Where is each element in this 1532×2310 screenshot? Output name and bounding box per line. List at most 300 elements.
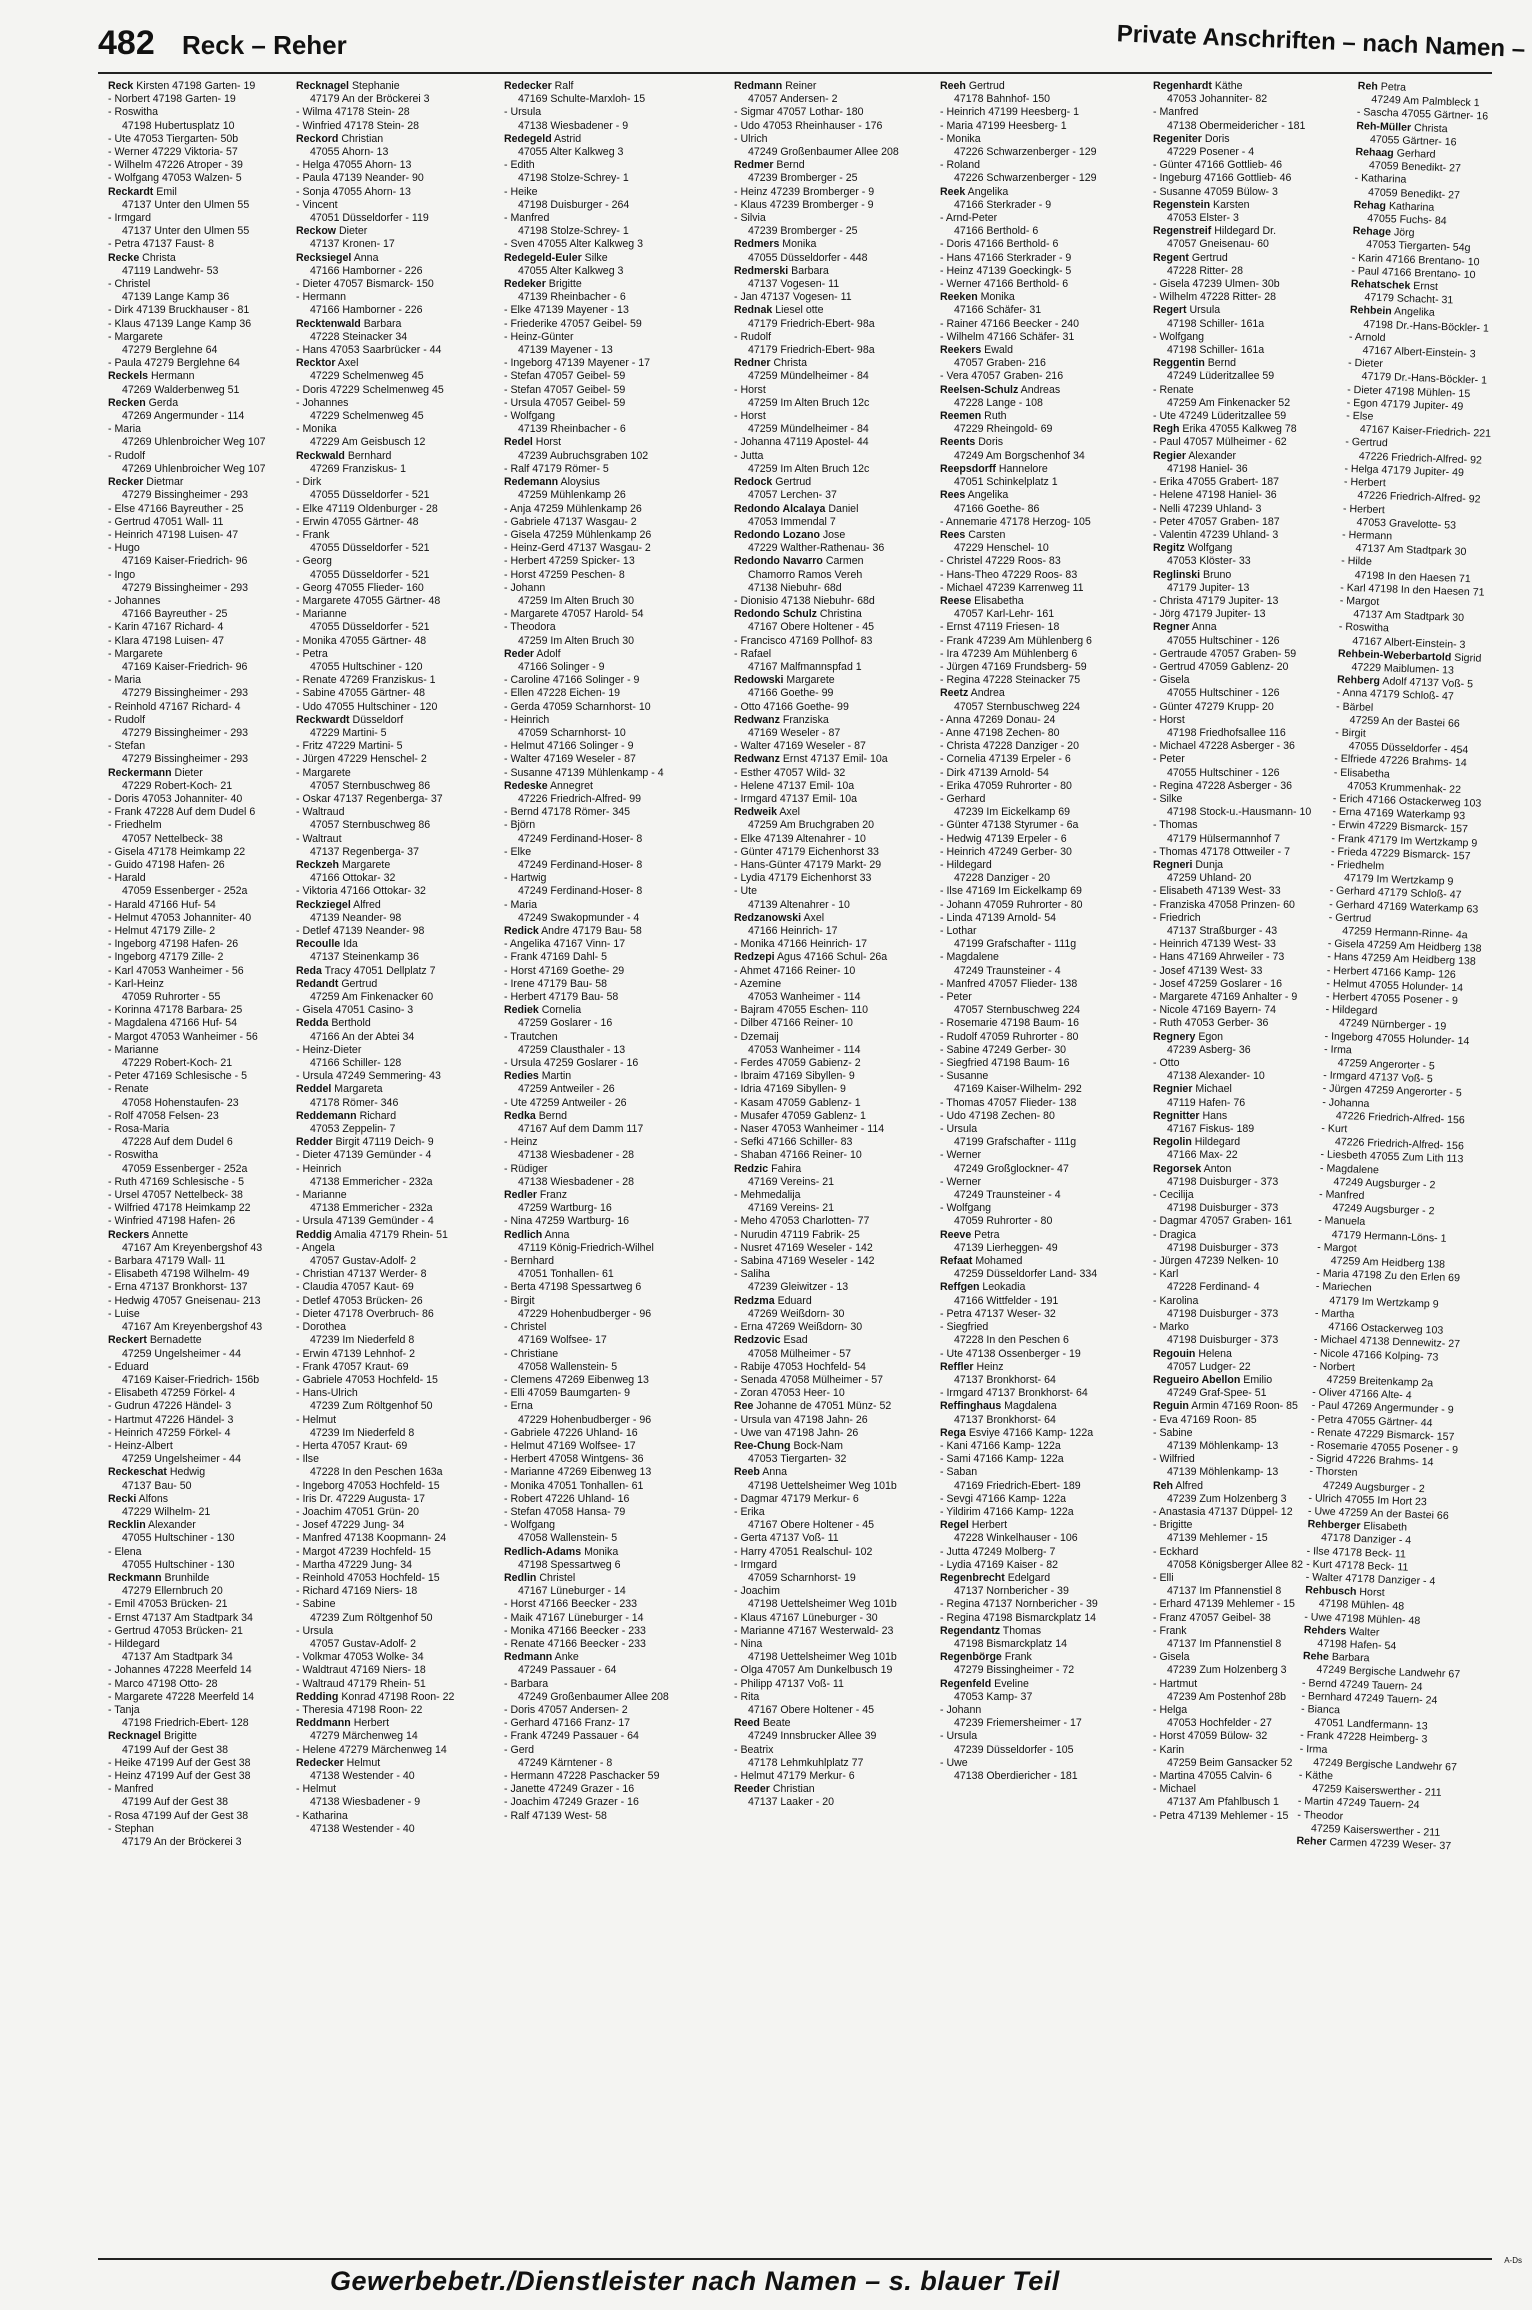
listing-subentry: - Bernhard [504, 1255, 555, 1268]
listing-address: 47259 Mühlenkamp 26 [518, 489, 626, 502]
listing-subentry: - Sabine 47055 Gärtner- 48 [296, 687, 425, 700]
listing-surname: Regent [1153, 251, 1189, 264]
listing-subentry: - Johannes 47228 Meerfeld 14 [108, 1664, 252, 1677]
listing-address: 47269 Angermunder - 114 [122, 410, 245, 423]
listing-entry [940, 687, 1120, 700]
listing-address: 47259 Am Heidberg 138 [1330, 1254, 1446, 1271]
listing-entry [940, 291, 1120, 304]
listing-subentry: - Maria [108, 423, 141, 436]
listing-address: 47239 Zum Holzenberg 3 [1167, 1492, 1287, 1505]
listing-surname: Rehage [1352, 225, 1392, 239]
listing-subentry: - Kani 47166 Kamp- 122a [940, 1439, 1061, 1452]
listing-subentry: - Heinrich 47199 Heesberg- 1 [940, 106, 1079, 119]
listing-address: 47198 Bismarckplatz 14 [954, 1637, 1068, 1650]
listing-address: 47259 Wartburg- 16 [518, 1202, 612, 1215]
listing-surname: Reckermann [108, 766, 172, 779]
listing-entry [1153, 80, 1333, 93]
listing-subentry: - Paul 47269 Angermunder - 9 [1311, 1399, 1454, 1417]
listing-address: 47229 Wilhelm- 21 [122, 1505, 211, 1518]
listing-details: Horst [532, 436, 562, 449]
listing-address: 47053 Klöster- 33 [1167, 555, 1251, 568]
listing-entry [296, 1136, 476, 1149]
listing-surname: Reents [940, 436, 976, 449]
listing-details: Carsten [965, 528, 1006, 541]
listing-address: 47137 Im Pfannenstiel 8 [1167, 1637, 1282, 1650]
listing-subentry: - Erika 47059 Ruhrorter - 80 [940, 779, 1072, 792]
listing-subentry: - Elke 47119 Oldenburger - 28 [296, 502, 438, 515]
listing-address: 47239 Zum Holzenberg 3 [1167, 1664, 1287, 1677]
listing-subentry: - Ulrich [734, 132, 768, 145]
listing-details: Alfons [136, 1492, 169, 1505]
listing-subentry: - Herta 47057 Kraut- 69 [296, 1439, 408, 1452]
listing-address: 47199 Grafschafter - 111g [954, 938, 1077, 951]
listing-subentry: - Reinhold 47053 Hochfeld- 15 [296, 1571, 440, 1584]
listing-entry [504, 1546, 684, 1559]
listing-surname: Reh [1357, 80, 1379, 93]
listing-subentry: - Meho 47053 Charlotten- 77 [734, 1215, 870, 1228]
listing-subentry: - Monika 47051 Tonhallen- 61 [504, 1479, 644, 1492]
listing-subentry: - Friedrich [1153, 911, 1201, 924]
listing-address: 47055 Hultschiner - 130 [122, 1558, 235, 1571]
listing-details: Annette [149, 1228, 189, 1241]
listing-surname: Reckmann [108, 1571, 162, 1584]
listing-details: Gertrud [965, 80, 1005, 92]
listing-address: 47055 Gärtner- 16 [1369, 133, 1457, 149]
listing-address: 47137 Steinenkamp 36 [310, 951, 419, 964]
listing-surname: Reckzeh [296, 858, 339, 871]
listing-address: 47226 Schwarzenberger - 129 [954, 172, 1097, 185]
listing-address: 47228 Steinacker 34 [310, 330, 408, 343]
listing-address: 47051 Düsseldorfer - 119 [310, 212, 429, 225]
listing-subentry: - Elisabetha [1333, 766, 1390, 781]
listing-details: Emil [153, 185, 177, 198]
listing-entry [296, 1229, 476, 1242]
listing-subentry: - Margot [1317, 1241, 1357, 1255]
listing-details: Barbara [788, 264, 829, 277]
listing-subentry: - Ernst 47137 Am Stadtpark 34 [108, 1611, 253, 1624]
listing-subentry: - Ursula [296, 1624, 334, 1637]
listing-subentry: - Frank 47169 Dahl- 5 [504, 951, 608, 964]
listing-entry [940, 1519, 1120, 1532]
listing-address: 47269 Weißdorn- 30 [748, 1307, 845, 1320]
listing-surname: Reffler [940, 1360, 974, 1373]
listing-details: Heinz [973, 1360, 1004, 1373]
listing-surname: Redeske [504, 779, 548, 792]
listing-subentry: - Else 47166 Bayreuther - 25 [108, 502, 244, 515]
listing-entry [1153, 304, 1333, 317]
listing-subentry: - Berta 47198 Spessartweg 6 [504, 1281, 642, 1294]
listing-subentry: - Walter 47169 Weseler - 87 [504, 753, 636, 766]
listing-subentry: - Karl-Heinz [108, 977, 164, 990]
listing-subentry: - Joachim 47249 Grazer - 16 [504, 1796, 639, 1809]
listing-subentry: - Brigitte [1153, 1519, 1193, 1532]
listing-details: Petra [971, 1228, 1000, 1241]
listing-address: 47138 Emmericher - 232a [310, 1202, 433, 1215]
listing-address: 47051 Schinkelplatz 1 [954, 476, 1058, 489]
listing-subentry: - Marianne 47167 Westerwald- 23 [734, 1624, 894, 1637]
listing-subentry: - Frank [296, 528, 330, 541]
listing-details: Ernst [1410, 280, 1439, 293]
listing-subentry: - Regina 47137 Nornbericher - 39 [940, 1598, 1098, 1611]
listing-details: Edelgard [1004, 1571, 1051, 1584]
listing-address: 47249 Nürnberger - 19 [1338, 1017, 1447, 1034]
listing-address: 47137 Vogesen- 11 [748, 278, 840, 291]
listing-address: 47055 Düsseldorfer - 521 [310, 568, 430, 581]
listing-details: Tracy 47051 Dellplatz 7 [321, 964, 436, 977]
listing-address: 47249 Graf-Spee- 51 [1167, 1387, 1267, 1400]
listing-subentry: - Idria 47169 Sibyllen- 9 [734, 1083, 846, 1096]
listing-subentry: - Karin 47166 Brentano- 10 [1351, 251, 1480, 268]
listing-address: 47059 Ruhrorter - 55 [122, 991, 221, 1004]
listing-address: 47166 Schiller- 128 [310, 1057, 402, 1070]
listing-subentry: - Josef 47229 Jung- 34 [296, 1519, 405, 1532]
listing-address: 47259 Im Alten Bruch 12c [748, 396, 870, 409]
listing-subentry: - Hans-Ulrich [296, 1387, 358, 1400]
listing-subentry: - Johann 47059 Ruhrorter - 80 [940, 898, 1083, 911]
listing-entry [296, 978, 476, 991]
listing-subentry: - Manfred [504, 212, 550, 225]
listing-address: 47138 Oberdiericher - 181 [954, 1770, 1078, 1782]
listing-subentry: - Helga 47179 Jupiter- 49 [1344, 462, 1465, 479]
listing-subentry: - Stefan 47058 Hansa- 79 [504, 1505, 626, 1518]
listing-entry [296, 965, 476, 978]
listing-subentry: - Johannes [108, 594, 161, 607]
listing-address: 47137 Unter den Ulmen 55 [122, 198, 250, 211]
listing-subentry: - Wolfgang [940, 1202, 992, 1215]
listing-details: Horst [1356, 1586, 1385, 1600]
listing-address: 47239 Bromberger - 25 [748, 172, 858, 185]
listing-entry [734, 304, 914, 317]
listing-entry [296, 1017, 476, 1030]
listing-subentry: - Harald 47166 Huf- 54 [108, 898, 216, 911]
listing-details: Bock-Nam [790, 1439, 843, 1452]
listing-subentry: - Michael 47239 Karrenweg 11 [940, 581, 1084, 594]
listing-subentry: - Wilfried [1153, 1453, 1195, 1466]
listing-address: 47269 Franziskus- 1 [310, 462, 406, 475]
listing-address: 47198 Duisburger - 373 [1167, 1241, 1279, 1254]
listing-subentry: - Walter 47169 Weseler - 87 [734, 740, 866, 753]
listing-subentry: - Peter [1153, 753, 1185, 766]
listing-subentry: - Elli 47059 Baumgarten- 9 [504, 1387, 631, 1400]
listing-surname: Redlin [504, 1571, 537, 1584]
listing-subentry: - Rosemarie 47055 Posener - 9 [1310, 1439, 1459, 1457]
listing-address: 47053 Tiergarten- 54g [1366, 238, 1471, 255]
listing-address: 47239 Im Niederfeld 8 [310, 1334, 415, 1347]
listing-subentry: - Dieter 47198 Mühlen- 15 [1346, 383, 1471, 400]
listing-address: 47057 Gneisenau- 60 [1167, 238, 1269, 251]
listing-subentry: - Joachim [734, 1585, 780, 1598]
listing-address: 47138 Wiesbadener - 28 [518, 1175, 635, 1188]
listing-surname: Regouin [1153, 1347, 1196, 1360]
listing-subentry: - Renate [108, 1083, 149, 1096]
listing-subentry: - Heinrich 47249 Gerber- 30 [940, 845, 1072, 858]
listing-address: 47055 Hultschiner - 126 [1167, 634, 1280, 647]
listing-subentry: - Heinz-Dieter [296, 1043, 362, 1056]
listing-subentry: - Käthe [1298, 1768, 1334, 1783]
listing-subentry: - Heinz 47199 Auf der Gest 38 [108, 1770, 251, 1782]
listing-subentry: - Fritz 47229 Martini- 5 [296, 740, 403, 753]
listing-details: Adolf 47137 Voß- 5 [1379, 675, 1474, 691]
listing-details: Dunja [1192, 858, 1224, 871]
listing-details: Hedwig [166, 1466, 206, 1479]
listing-subentry: - Horst 47059 Bülow- 32 [1153, 1730, 1268, 1743]
listing-address: 47228 Ritter- 28 [1167, 264, 1243, 277]
listing-details: Christian [338, 132, 384, 145]
listing-details: Birgit 47119 Deich- 9 [332, 1136, 434, 1149]
listing-subentry: - Dragica [1153, 1228, 1196, 1241]
listing-address: 47053 Immendal 7 [748, 515, 836, 528]
listing-subentry: - Gabriele 47137 Wasgau- 2 [504, 515, 637, 528]
listing-address: 47053 Hochfelder - 27 [1167, 1717, 1272, 1730]
listing-subentry: - Roswitha [1338, 620, 1390, 635]
listing-surname: Redweik [734, 806, 777, 819]
listing-details: Monika [779, 238, 817, 251]
listing-subentry: - Elisabeth 47139 West- 33 [1153, 885, 1281, 898]
listing-entry [734, 1163, 914, 1176]
listing-subentry: - Heinrich 47259 Förkel- 4 [108, 1426, 231, 1439]
listing-subentry: - Barbara [504, 1677, 549, 1690]
listing-address: Chamorro Ramos Vereh [748, 568, 863, 581]
listing-address: 47166 Hamborner - 226 [310, 304, 423, 317]
listing-subentry: - Helmut 47053 Johanniter- 40 [108, 911, 252, 924]
listing-subentry: - Irmgard 47137 Bronkhorst- 64 [940, 1387, 1088, 1400]
listing-entry [504, 1070, 684, 1083]
listing-subentry: - Karl [1153, 1268, 1179, 1281]
listing-subentry: - Marianne [108, 1043, 159, 1056]
listing-surname: Redmann [504, 1651, 553, 1664]
listing-subentry: - Barbara 47179 Wall- 11 [108, 1255, 226, 1268]
listing-subentry: - Günter 47138 Styrumer - 6a [940, 819, 1079, 832]
listing-surname: Redecker [296, 1756, 344, 1769]
directory-column-4 [734, 80, 914, 2255]
listing-entry [734, 753, 914, 766]
listing-subentry: - Sabine [296, 1598, 336, 1611]
listing-entry [734, 159, 914, 172]
listing-subentry: - Erna 47169 Waterkamp 93 [1332, 805, 1466, 823]
listing-surname: Reeb [734, 1466, 760, 1479]
listing-entry [296, 1110, 476, 1123]
listing-surname: Regel [940, 1519, 969, 1532]
listing-address: 47138 Alexander- 10 [1167, 1070, 1265, 1083]
listing-entry [940, 1255, 1120, 1268]
listing-subentry: - Katharina [296, 1809, 348, 1822]
listing-subentry: - Friederike 47057 Geibel- 59 [504, 317, 642, 330]
footer-rule [98, 2258, 1492, 2260]
listing-subentry: - Margarete 47169 Anhalter - 9 [1153, 991, 1298, 1004]
listing-subentry: - Mehmedalija [734, 1189, 801, 1202]
listing-address: 47169 Kaiser-Wilhelm- 292 [954, 1083, 1082, 1096]
listing-subentry: - Frank 47239 Am Mühlenberg 6 [940, 634, 1092, 647]
listing-entry [734, 357, 914, 370]
listing-subentry: - Cecilija [1153, 1189, 1194, 1202]
listing-address: 47229 Walther-Rathenau- 36 [748, 542, 885, 555]
listing-subentry: - Petra 47139 Mehlemer - 15 [1153, 1809, 1289, 1822]
listing-subentry: - Theodora [504, 621, 556, 634]
listing-subentry: - Nicole 47166 Kolping- 73 [1313, 1346, 1439, 1364]
listing-entry [1153, 1110, 1333, 1123]
listing-subentry: - Ursula [940, 1730, 978, 1743]
listing-address: 47137 Bronkhorst- 64 [954, 1373, 1056, 1386]
listing-subentry: - Rafael [734, 647, 772, 660]
listing-subentry: - Eva 47169 Roon- 85 [1153, 1413, 1257, 1426]
listing-surname: Reelsen-Schulz [940, 383, 1019, 396]
listing-address: 47239 Düsseldorfer - 105 [954, 1743, 1074, 1756]
listing-subentry: - Arnd-Peter [940, 212, 998, 225]
listing-subentry: - Heinz 47239 Bromberger - 9 [734, 185, 875, 198]
listing-address: 47057 Sternbuschweg 86 [310, 779, 431, 792]
listing-details: Angelika [965, 489, 1009, 502]
listing-details: Leokadia [979, 1281, 1026, 1294]
listing-address: 47259 Uhland- 20 [1167, 872, 1252, 885]
listing-entry [940, 186, 1120, 199]
listing-surname: Regenstreif [1153, 225, 1212, 238]
listing-surname: Redzepi [734, 951, 775, 964]
listing-subentry: - Maria 47198 Zu den Erlen 69 [1316, 1267, 1461, 1285]
listing-surname: Redzma [734, 1294, 775, 1307]
listing-subentry: - Irma [1323, 1043, 1353, 1057]
listing-details: Agus 47166 Schul- 26a [774, 951, 888, 964]
listing-address: 47239 Asberg- 36 [1167, 1043, 1251, 1056]
listing-subentry: - Helmut 47055 Holunder- 14 [1326, 977, 1464, 995]
listing-subentry: - Birgit [1335, 726, 1367, 740]
listing-address: 47178 Lehmkuhlplatz 77 [748, 1756, 864, 1769]
listing-subentry: - Renate 47269 Franziskus- 1 [296, 674, 436, 687]
listing-address: 47259 Antweiler - 26 [518, 1083, 615, 1096]
listing-address: 47057 Karl-Lehr- 161 [954, 608, 1055, 621]
listing-subentry: - Udo 47053 Rheinhauser - 176 [734, 119, 883, 132]
listing-address: 47259 Mündelheimer - 84 [748, 423, 869, 436]
listing-subentry: - Elke [504, 845, 532, 858]
listing-subentry: - Elisabeth 47198 Wilhelm- 49 [108, 1268, 250, 1281]
listing-entry [504, 80, 684, 93]
listing-address: 47137 Am Pfahlbusch 1 [1167, 1796, 1279, 1809]
listing-address: 47057 Gustav-Adolf- 2 [310, 1255, 416, 1268]
listing-subentry: - Richard 47169 Niers- 18 [296, 1585, 418, 1598]
listing-address: 47259 Im Alten Bruch 12c [748, 462, 870, 475]
listing-address: 47167 Obere Holtener - 45 [748, 621, 875, 634]
listing-address: 47198 Dr.-Hans-Böckler- 1 [1363, 318, 1490, 335]
listing-entry [940, 344, 1120, 357]
listing-entry [940, 1229, 1120, 1242]
listing-subentry: - Jutta 47249 Molberg- 7 [940, 1545, 1056, 1558]
listing-address: 47169 Schulte-Marxloh- 15 [518, 93, 646, 106]
listing-subentry: - Günter 47179 Eichenhorst 33 [734, 845, 879, 858]
listing-address: 47259 Im Alten Bruch 30 [518, 634, 635, 647]
listing-surname: Redies [504, 1070, 539, 1083]
listing-subentry: - Rainer 47166 Beecker - 240 [940, 317, 1079, 330]
listing-address: 47055 Alter Kalkweg 3 [518, 264, 624, 277]
listing-address: 47166 Max- 22 [1167, 1149, 1238, 1162]
listing-entry [504, 1572, 684, 1585]
listing-surname: Rehbein [1349, 304, 1392, 318]
listing-entry [296, 1691, 476, 1704]
listing-entry [940, 384, 1120, 397]
listing-entry [940, 1400, 1120, 1413]
listing-subentry: - Trautchen [504, 1030, 558, 1043]
listing-details: Aloysius [558, 476, 600, 489]
listing-surname: Reh [1153, 1479, 1174, 1492]
listing-details: Christina [816, 608, 862, 621]
listing-address: 47229 Rheingold- 69 [954, 423, 1053, 436]
listing-address: 47057 Gustav-Adolf- 2 [310, 1637, 416, 1650]
listing-subentry: - Herbert 47055 Posener - 9 [1325, 990, 1459, 1008]
listing-subentry: - Ralf 47139 West- 58 [504, 1809, 607, 1822]
listing-entry [504, 648, 684, 661]
listing-subentry: - Gudrun 47226 Händel- 3 [108, 1400, 232, 1413]
listing-surname: Redner [734, 357, 771, 370]
listing-address: 47279 Bissingheimer - 293 [122, 753, 249, 766]
listing-details: Berthold [328, 1017, 371, 1030]
listing-address: 47169 Friedrich-Ebert- 189 [954, 1479, 1081, 1492]
listing-subentry: - Werner 47229 Viktoria- 57 [108, 146, 238, 159]
listing-address: 47269 Uhlenbroicher Weg 107 [122, 462, 266, 475]
listing-surname: Reda [296, 964, 322, 977]
listing-details: Doris [1201, 132, 1230, 145]
listing-subentry: - Helene 47198 Haniel- 36 [1153, 489, 1277, 502]
listing-entry [108, 397, 288, 410]
listing-subentry: - Christel [504, 1321, 547, 1334]
listing-address: 47226 Friedrich-Alfred- 156 [1335, 1109, 1465, 1127]
listing-subentry: - Elisabeth 47259 Förkel- 4 [108, 1387, 236, 1400]
listing-subentry: - Helmut 47166 Solinger - 9 [504, 740, 634, 753]
listing-subentry: - Dionisio 47138 Niebuhr- 68d [734, 594, 875, 607]
listing-address: 47051 Tonhallen- 61 [518, 1268, 614, 1281]
listing-entry [504, 925, 684, 938]
listing-subentry: - Ibraim 47169 Sibyllen- 9 [734, 1070, 855, 1083]
listing-details: Monika [977, 291, 1015, 304]
listing-details: Ernst 47137 Emil- 10a [779, 753, 888, 766]
listing-surname: Regendantz [940, 1624, 1001, 1637]
listing-subentry: - Ursula [940, 1123, 978, 1136]
listing-subentry: - Volkmar 47053 Wolke- 34 [296, 1651, 424, 1664]
listing-address: 47198 Hubertusplatz 10 [122, 119, 235, 132]
listing-subentry: - Christian 47137 Werder- 8 [296, 1268, 427, 1281]
listing-subentry: - Manfred [1318, 1188, 1365, 1202]
listing-address: 47057 Nettelbeck- 38 [122, 832, 223, 845]
listing-address: 47259 Hermann-Rinne- 4a [1342, 924, 1468, 942]
listing-subentry: - Erika 47055 Grabert- 187 [1153, 476, 1280, 489]
listing-surname: Regolin [1153, 1136, 1192, 1149]
listing-address: 47119 Hafen- 76 [1167, 1096, 1246, 1109]
listing-subentry: - Karin [1153, 1743, 1185, 1756]
listing-subentry: - Sascha 47055 Gärtner- 16 [1356, 106, 1489, 123]
listing-surname: Redlich [504, 1228, 543, 1241]
listing-surname: Redeker [504, 278, 546, 291]
listing-address: 47055 Düsseldorfer - 454 [1348, 740, 1469, 757]
listing-address: 47226 Friedrich-Alfred- 92 [1357, 489, 1481, 506]
listing-address: 47166 Solinger - 9 [518, 660, 605, 673]
listing-address: 47178 Danziger - 4 [1320, 1531, 1412, 1548]
listing-address: 47198 Uettelsheimer Weg 101b [748, 1651, 897, 1664]
listing-details: Bernhard [344, 449, 392, 462]
listing-entry [1153, 621, 1333, 634]
listing-subentry: - Günter 47279 Krupp- 20 [1153, 700, 1274, 713]
listing-subentry: - Emil 47053 Brücken- 21 [108, 1598, 228, 1611]
listing-details: Gertrud [1188, 251, 1228, 264]
listing-address: 47229 Martini- 5 [310, 726, 387, 739]
listing-subentry: - Helene 47279 Märchenweg 14 [296, 1743, 447, 1756]
listing-subentry: - Manfred 47057 Flieder- 138 [940, 977, 1078, 990]
listing-entry [940, 489, 1120, 502]
listing-subentry: - Jürgen 47259 Angerorter - 5 [1322, 1082, 1462, 1100]
listing-subentry: - Egon 47179 Jupiter- 49 [1346, 396, 1464, 413]
listing-address: 47053 Wanheimer - 114 [748, 1043, 861, 1056]
listing-subentry: - Gertrud 47053 Brücken- 21 [108, 1624, 243, 1637]
listing-subentry: - Musafer 47059 Gablenz- 1 [734, 1109, 866, 1122]
listing-entry [296, 714, 476, 727]
listing-surname: Redmerski [734, 264, 789, 277]
listing-address: 47198 Hafen- 54 [1317, 1637, 1397, 1653]
